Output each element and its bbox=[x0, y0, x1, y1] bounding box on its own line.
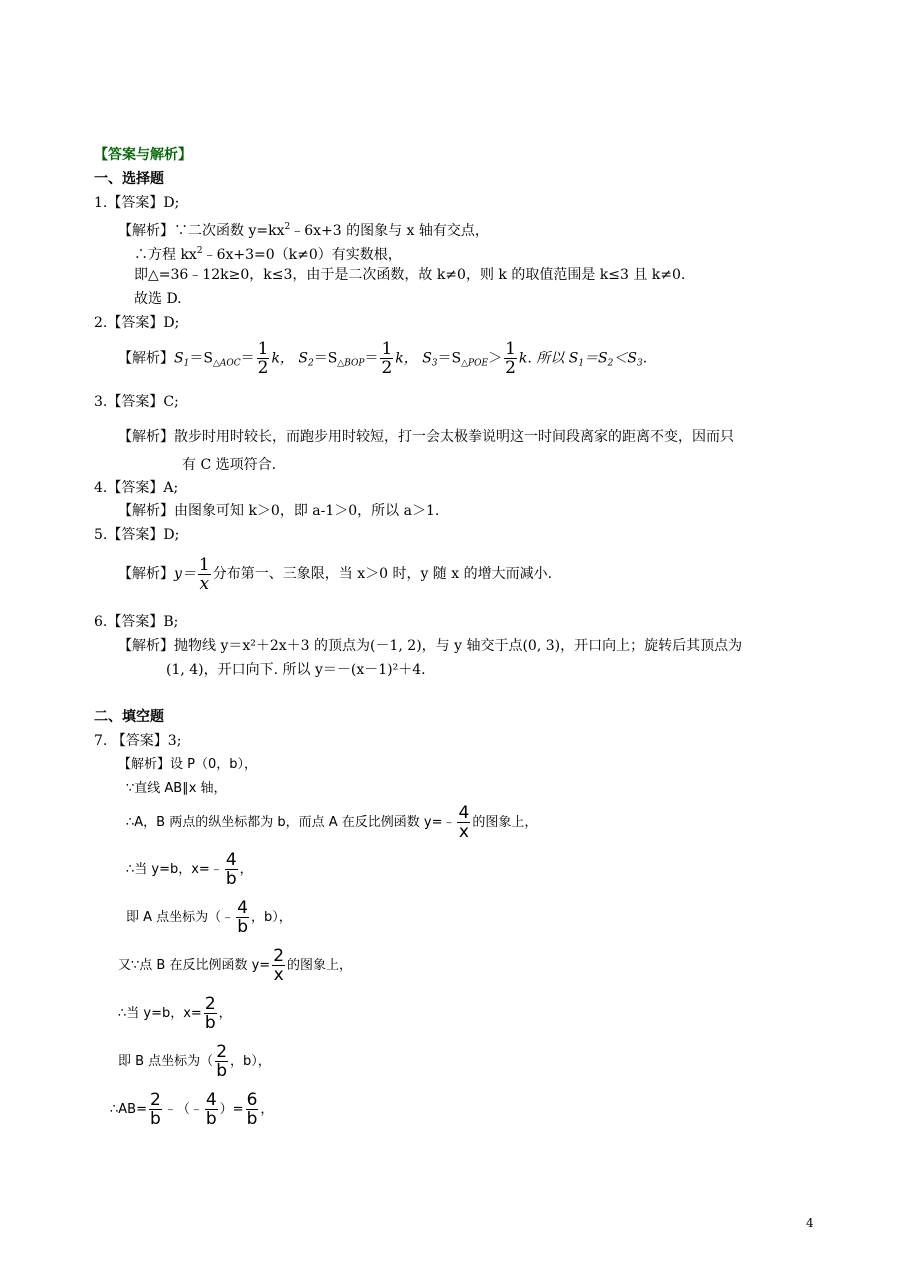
q5-frac: $\frac{1}{x}$ bbox=[198, 554, 210, 594]
q2-line1 bbox=[118, 340, 647, 382]
q7-frac-l9b: $\frac{4}{b}$ bbox=[205, 1090, 217, 1129]
q2-tri3: △ bbox=[461, 358, 469, 369]
q7-frac-l8: $\frac{2}{b}$ bbox=[216, 1042, 228, 1081]
q7-line5 bbox=[126, 898, 292, 938]
q1-l2sup: 2 bbox=[196, 246, 203, 256]
q2-eq1c: ＝S bbox=[437, 350, 462, 367]
q7-l5b: ，b）， bbox=[251, 910, 292, 925]
q2-tail3: 2 bbox=[607, 358, 614, 369]
q3-line1: 【解析】散步时用时较长，而跑步用时较短，打一会太极拳说明这一时间段离家的距离不变，因而只 bbox=[118, 429, 734, 445]
page-number: 4 bbox=[806, 1216, 814, 1230]
q3-answer: 3.【答案】C; bbox=[94, 394, 179, 410]
q2-tail1: 1 bbox=[578, 358, 585, 369]
q2-tail: k. 所以 S bbox=[518, 350, 579, 367]
q7-line7 bbox=[118, 994, 232, 1034]
q7-line9 bbox=[110, 1090, 273, 1130]
q7-l8a: 即 B 点坐标为（ bbox=[118, 1054, 214, 1069]
q2-tri1: △ bbox=[212, 358, 220, 369]
q7-line8 bbox=[118, 1042, 271, 1082]
q7-l9c: ）= bbox=[219, 1102, 244, 1117]
q2-eq1: ＝S bbox=[189, 350, 213, 367]
q7-l9a: ∴AB= bbox=[110, 1102, 147, 1117]
q1-line4: 故选 D. bbox=[134, 291, 182, 307]
q7-frac-l4: $\frac{4}{b}$ bbox=[225, 850, 237, 889]
q7-l4b: ， bbox=[239, 862, 253, 877]
q7-line2: ∵直线 AB∥x 轴， bbox=[126, 781, 227, 796]
q7-l7a: ∴当 y=b，x= bbox=[118, 1006, 202, 1021]
q2-frac1: $\frac{1}{2}$ bbox=[257, 339, 269, 378]
q2-answer: 2.【答案】D; bbox=[94, 315, 180, 331]
section-choice: 一、选择题 bbox=[94, 171, 164, 187]
q1-l1a: 【解析】∵二次函数 y=kx bbox=[118, 223, 285, 239]
q2-tail4: ＜S bbox=[613, 350, 637, 367]
q7-l3a: ∴A，B 两点的纵坐标都为 b，而点 A 在反比例函数 y=﹣ bbox=[126, 815, 456, 830]
q5-jx: 【解析】 bbox=[118, 566, 174, 582]
q2-tail6: . bbox=[642, 350, 648, 367]
q7-l9b: ﹣（﹣ bbox=[163, 1102, 203, 1117]
q7-frac-l9c: $\frac{6}{b}$ bbox=[246, 1090, 258, 1129]
q1-line1 bbox=[118, 218, 489, 240]
q7-l4a: ∴当 y=b，x=﹣ bbox=[126, 862, 223, 877]
q7-frac-l9a: $\frac{2}{b}$ bbox=[149, 1090, 161, 1129]
q7-frac-l3: $\frac{4}{x}$ bbox=[458, 803, 470, 842]
q4-answer: 4.【答案】A; bbox=[94, 480, 179, 496]
q7-line4 bbox=[126, 850, 253, 890]
q7-line6 bbox=[118, 946, 352, 986]
q7-l7b: ， bbox=[218, 1006, 232, 1021]
q2-s3sub: 3 bbox=[431, 358, 438, 369]
q1-l2a: ∴方程 kx bbox=[134, 247, 197, 263]
q2-tail5: 3 bbox=[636, 358, 643, 369]
q2-frac2: $\frac{1}{2}$ bbox=[381, 339, 393, 378]
q2-gt: ＞ bbox=[488, 350, 503, 367]
q5-rest: 分布第一、三象限，当 x＞0 时，y 随 x 的增大而减小. bbox=[212, 566, 553, 582]
q2-aoc: AOC bbox=[219, 358, 241, 369]
q7-answer: 7. 【答案】3; bbox=[94, 733, 182, 749]
q7-frac-l5: $\frac{4}{b}$ bbox=[237, 898, 248, 937]
q5-answer: 5.【答案】D; bbox=[94, 527, 180, 543]
q5-y: y＝ bbox=[174, 566, 196, 582]
q7-l9d: ， bbox=[260, 1102, 274, 1117]
q3-line2: 有 C 选项符合. bbox=[182, 457, 277, 473]
q7-l3b: 的图象上， bbox=[472, 815, 538, 830]
q2-frac3: $\frac{1}{2}$ bbox=[505, 339, 516, 378]
q1-line3: 即△=36﹣12k≥0，k≤3，由于是二次函数，故 k≠0，则 k 的取值范围是 k≤3 且 k≠0. bbox=[134, 267, 686, 283]
answer-heading: 【答案与解析】 bbox=[94, 147, 192, 163]
q2-k1: k， bbox=[271, 350, 294, 367]
q2-eq2: ＝ bbox=[240, 350, 255, 367]
q2-k2: k， bbox=[395, 350, 418, 367]
q2-tri2: △ bbox=[337, 358, 345, 369]
q1-l2b: ﹣6x+3=0（k≠0）有实数根， bbox=[202, 247, 402, 263]
q6-line1: 【解析】抛物线 y＝x²＋2x＋3 的顶点为(－1, 2)，与 y 轴交于点(0, 3)，开口向上；旋转后其顶点为 bbox=[118, 638, 743, 654]
q2-s1sub: 1 bbox=[183, 358, 190, 369]
q7-l8b: ，b）， bbox=[230, 1054, 271, 1069]
q2-bop: BOP bbox=[344, 358, 365, 369]
q2-eq1b: ＝S bbox=[313, 350, 338, 367]
q1-answer: 1.【答案】D; bbox=[94, 195, 180, 211]
q7-l6b: 的图象上， bbox=[287, 958, 353, 973]
q7-frac-l7: $\frac{2}{b}$ bbox=[204, 994, 216, 1033]
q7-line1: 【解析】设 P（0，b）， bbox=[118, 757, 257, 772]
q2-s1: S bbox=[174, 350, 184, 367]
q2-s2: S bbox=[298, 350, 308, 367]
q7-line3 bbox=[126, 803, 537, 843]
q2-eq2b: ＝ bbox=[364, 350, 379, 367]
q5-line1 bbox=[118, 552, 552, 596]
q2-s3: S bbox=[422, 350, 432, 367]
section-fill: 二、填空题 bbox=[94, 709, 164, 725]
q7-frac-l6: $\frac{2}{x}$ bbox=[273, 946, 285, 985]
q6-answer: 6.【答案】B; bbox=[94, 614, 179, 630]
q2-tail2: ＝S bbox=[584, 350, 608, 367]
q1-l1sup: 2 bbox=[284, 222, 291, 232]
q7-l6a: 又∵点 B 在反比例函数 y= bbox=[118, 958, 271, 973]
q2-poe: POE bbox=[468, 358, 489, 369]
q1-l1b: ﹣6x+3 的图象与 x 轴有交点， bbox=[290, 223, 489, 239]
q6-line2: (1, 4)，开口向下. 所以 y＝－(x－1)²＋4. bbox=[166, 662, 426, 678]
q4-line1: 【解析】由图象可知 k＞0，即 a-1＞0，所以 a＞1. bbox=[118, 503, 440, 519]
q2-jx: 【解析】 bbox=[118, 350, 174, 367]
q7-l5a: 即 A 点坐标为（﹣ bbox=[126, 910, 235, 925]
q2-s2sub: 2 bbox=[307, 358, 314, 369]
q1-line2 bbox=[134, 242, 402, 264]
